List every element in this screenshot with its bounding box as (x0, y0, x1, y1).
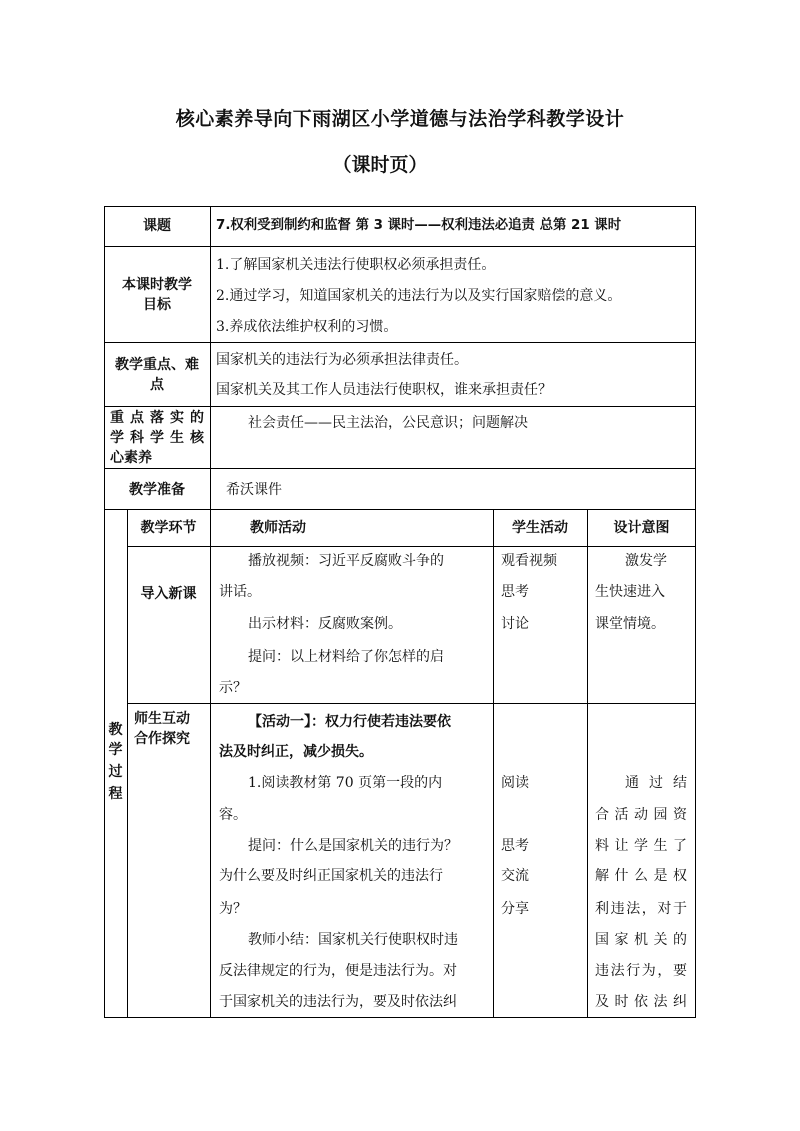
table-rule (493, 509, 494, 1018)
intro-intent-line-2: 生快速进入 (595, 584, 665, 600)
interact-intent-line-1: 通 过 结 (625, 775, 687, 791)
intro-teacher-line-3: 出示材料：反腐败案例。 (248, 616, 402, 632)
goal-item-2: 2.通过学习，知道国家机关的违法行为以及实行国家赔偿的意义。 (216, 288, 622, 304)
header-intent: 设计意图 (613, 520, 670, 536)
interact-intent-line-8: 及时依法纠 (595, 994, 687, 1010)
literacy-label-line3: 心素养 (110, 450, 152, 466)
table-rule (104, 509, 696, 510)
interact-student-line-4: 分享 (501, 901, 529, 917)
header-student: 学生活动 (512, 520, 568, 536)
prep-label: 教学准备 (129, 482, 185, 498)
intro-intent-line-3: 课堂情境。 (595, 616, 665, 632)
intro-student-line-2: 思考 (501, 584, 529, 600)
process-side-label-1: 教 (108, 722, 123, 738)
lesson-table (104, 206, 696, 1018)
interact-stage-line1: 师生互动 (134, 711, 190, 727)
interact-teacher-line-1: 1.阅读教材第 70 页第一段的内 (248, 775, 443, 791)
interact-intent-line-5: 利违法，对于 (595, 901, 687, 917)
literacy-label-line1: 重点落实的 (110, 410, 204, 426)
table-rule (127, 703, 696, 704)
literacy-label-line2: 学科学生核 (110, 430, 204, 446)
topic-label: 课题 (143, 218, 171, 234)
document-title: 核心素养导向下雨湖区小学道德与法治学科教学设计 (175, 108, 625, 130)
key-point-1: 国家机关的违法行为必须承担法律责任。 (216, 352, 468, 368)
interact-stage-line2: 合作探究 (134, 731, 190, 747)
interact-teacher-line-5: 为？ (219, 901, 247, 917)
process-side-label-4: 程 (108, 786, 123, 802)
activity-title-line2: 法及时纠正，减少损失。 (219, 744, 373, 760)
document-subtitle: （课时页） (332, 154, 428, 176)
table-rule (210, 206, 211, 509)
intro-stage: 导入新课 (140, 586, 197, 602)
goal-item-1: 1.了解国家机关违法行使职权必须承担责任。 (216, 257, 496, 273)
intro-teacher-line-4: 提问：以上材料给了你怎样的启 (248, 649, 444, 665)
interact-teacher-line-8: 于国家机关的违法行为，要及时依法纠 (219, 994, 457, 1010)
prep-value: 希沃课件 (226, 482, 282, 498)
activity-title-line1: 【活动一】：权力行使若违法要依 (248, 714, 451, 730)
interact-student-line-1: 阅读 (501, 775, 529, 791)
goals-label-line1: 本课时教学 (122, 277, 192, 293)
table-rule (104, 468, 696, 469)
table-rule (127, 546, 696, 547)
table-rule (587, 509, 588, 1018)
header-stage: 教学环节 (140, 520, 197, 536)
table-rule (104, 342, 696, 343)
interact-teacher-line-4: 为什么要及时纠正国家机关的违法行 (219, 868, 443, 884)
interact-intent-line-3: 料让学生了 (595, 838, 687, 854)
intro-teacher-line-1: 播放视频：习近平反腐败斗争的 (248, 553, 444, 569)
interact-intent-line-4: 解什么是权 (595, 868, 687, 884)
interact-intent-line-2: 合活动园资 (595, 807, 687, 823)
interact-intent-line-6: 国家机关的 (595, 932, 687, 948)
interact-student-line-2: 思考 (501, 838, 529, 854)
interact-intent-line-7: 违法行为，要 (595, 963, 687, 979)
intro-student-line-3: 讨论 (501, 616, 529, 632)
intro-teacher-line-5: 示？ (219, 680, 247, 696)
table-rule (104, 246, 696, 247)
goal-item-3: 3.养成依法维护权利的习惯。 (216, 319, 398, 335)
topic-value: 7.权利受到制约和监督 第 3 课时——权利违法必追责 总第 21 课时 (216, 218, 622, 233)
process-side-label-2: 学 (108, 742, 123, 758)
goals-label-line2: 目标 (143, 297, 171, 313)
interact-teacher-line-3: 提问：什么是国家机关的违行为？ (248, 838, 458, 854)
interact-teacher-line-7: 反法律规定的行为，便是违法行为。对 (219, 963, 457, 979)
intro-teacher-line-2: 讲话。 (219, 584, 261, 600)
header-teacher: 教师活动 (250, 520, 306, 536)
key-points-label-line2: 点 (150, 377, 164, 393)
interact-teacher-line-2: 容。 (219, 807, 247, 823)
key-points-label-line1: 教学重点、难 (115, 357, 199, 373)
interact-teacher-line-6: 教师小结：国家机关行使职权时违 (248, 932, 458, 948)
intro-student-line-1: 观看视频 (501, 553, 557, 569)
interact-student-line-3: 交流 (501, 868, 529, 884)
key-point-2: 国家机关及其工作人员违法行使职权，谁来承担责任？ (216, 382, 552, 398)
table-rule (104, 406, 696, 407)
process-side-label-3: 过 (108, 764, 123, 780)
literacy-value: 社会责任——民主法治，公民意识；问题解决 (248, 415, 528, 431)
intro-intent-line-1: 激发学 (625, 553, 667, 569)
table-rule (210, 509, 211, 1018)
